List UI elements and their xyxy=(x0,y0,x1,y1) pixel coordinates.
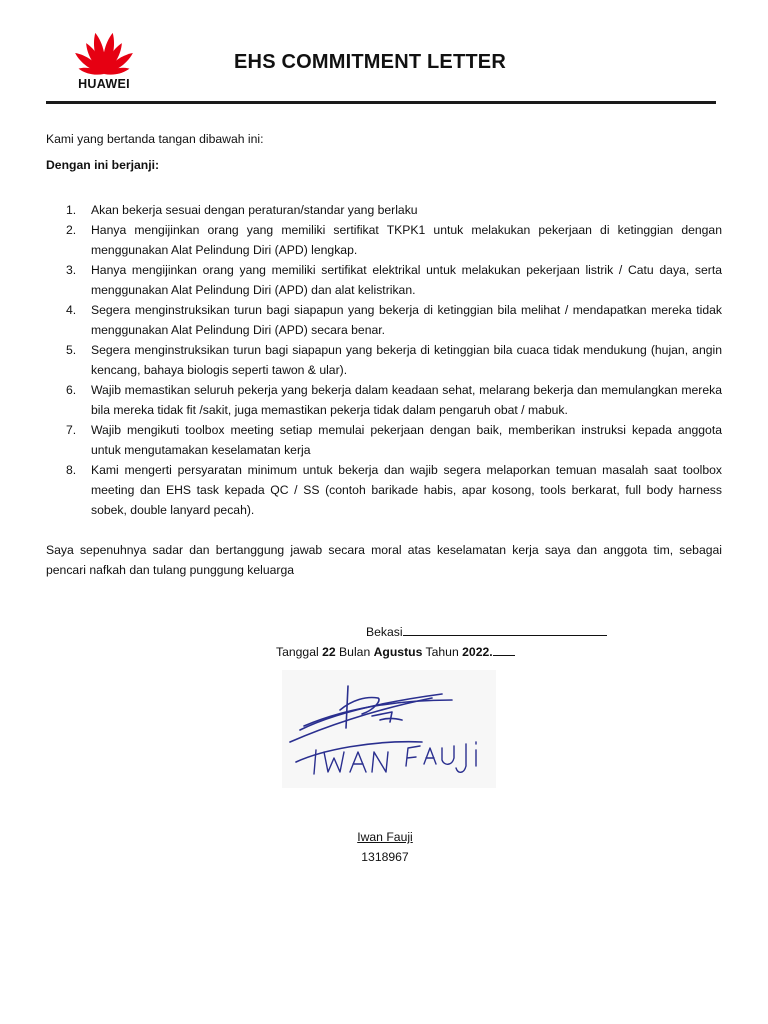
date-year: 2022 xyxy=(462,645,490,659)
list-item-text: Segera menginstruksikan turun bagi siapapun yang bekerja di ketinggian bila melihat / mendapatkan mereka tidak menggunakan Alat Pelindung Diri (APD) secara benar. xyxy=(91,303,722,337)
signer-name: Iwan Fauji xyxy=(357,830,413,844)
page-title: EHS COMMITMENT LETTER xyxy=(234,51,506,73)
list-number: 2. xyxy=(66,223,77,237)
list-item-text: Wajib mengikuti toolbox meeting setiap memulai pekerjaan dengan baik, memberikan instruksi kepada anggota untuk mengutamakan keselamatan kerja xyxy=(91,423,722,457)
date-day-label: Tanggal xyxy=(276,645,319,659)
date-day: 22 xyxy=(322,645,336,659)
list-number: 3. xyxy=(66,263,77,277)
commitment-list xyxy=(46,200,722,520)
closing-statement: Saya sepenuhnya sadar dan bertanggung jawab secara moral atas keselamatan kerja saya dan anggota tim, sebagai pencari nafkah dan tulang punggung keluarga xyxy=(46,543,722,577)
list-item-text: Hanya mengijinkan orang yang memiliki sertifikat TKPK1 untuk melakukan pekerjaan di ketinggian dengan menggunakan Alat Pelindung Diri (APD) lengkap. xyxy=(91,223,722,257)
signature-drawing xyxy=(282,670,496,788)
list-number: 6. xyxy=(66,383,77,397)
date-line xyxy=(276,641,515,662)
list-item xyxy=(46,460,722,520)
date-month-label: Bulan xyxy=(339,645,371,659)
list-item xyxy=(46,380,722,420)
date-year-label: Tahun xyxy=(425,645,459,659)
list-number: 7. xyxy=(66,423,77,437)
huawei-flower-icon xyxy=(70,26,138,78)
list-item xyxy=(46,260,722,300)
place-blank xyxy=(403,621,607,636)
list-number: 8. xyxy=(66,463,77,477)
list-item xyxy=(46,300,722,340)
place-label: Bekasi xyxy=(366,625,403,639)
date-trailing: . xyxy=(489,645,493,659)
list-number: 5. xyxy=(66,343,77,357)
signer-id: 1318967 xyxy=(361,850,409,864)
list-item xyxy=(46,340,722,380)
list-number: 1. xyxy=(66,203,77,217)
date-blank xyxy=(493,641,515,656)
signer-block xyxy=(300,827,470,867)
list-item-text: Hanya mengijinkan orang yang memiliki sertifikat elektrikal untuk melakukan pekerjaan listrik / Catu daya, serta menggunakan Alat Pelindung Diri (APD) dan alat kelistrikan. xyxy=(91,263,722,297)
intro-text: Kami yang bertanda tangan dibawah ini: xyxy=(46,132,264,146)
brand-name: HUAWEI xyxy=(78,77,130,91)
list-item xyxy=(46,200,722,220)
huawei-logo xyxy=(66,26,142,92)
list-item-text: Wajib memastikan seluruh pekerja yang bekerja dalam keadaan sehat, melarang bekerja dan memulangkan mereka bila mereka tidak fit /sakit, juga memastikan pekerja tidak dalam pengaruh obat / mabuk. xyxy=(91,383,722,417)
list-item xyxy=(46,220,722,260)
date-month: Agustus xyxy=(373,645,423,659)
promise-heading: Dengan ini berjanji: xyxy=(46,158,160,172)
list-item-text: Segera menginstruksikan turun bagi siapapun yang bekerja di ketinggian bila cuaca tidak mendukung (hujan, angin kencang, bahaya biologis seperti tawon & ular). xyxy=(91,343,722,377)
signature-image xyxy=(282,670,496,788)
list-number: 4. xyxy=(66,303,77,317)
list-item xyxy=(46,420,722,460)
list-item-text: Kami mengerti persyaratan minimum untuk bekerja dan wajib segera melaporkan temuan masalah saat toolbox meeting dan EHS task kepada QC / SS (contoh barikade habis, apar kosong, tools berkarat, full body harness sobek, double lanyard pecah). xyxy=(91,463,722,517)
list-item-text: Akan bekerja sesuai dengan peraturan/standar yang berlaku xyxy=(91,203,418,217)
place-line xyxy=(366,621,607,642)
header-divider xyxy=(46,101,716,104)
